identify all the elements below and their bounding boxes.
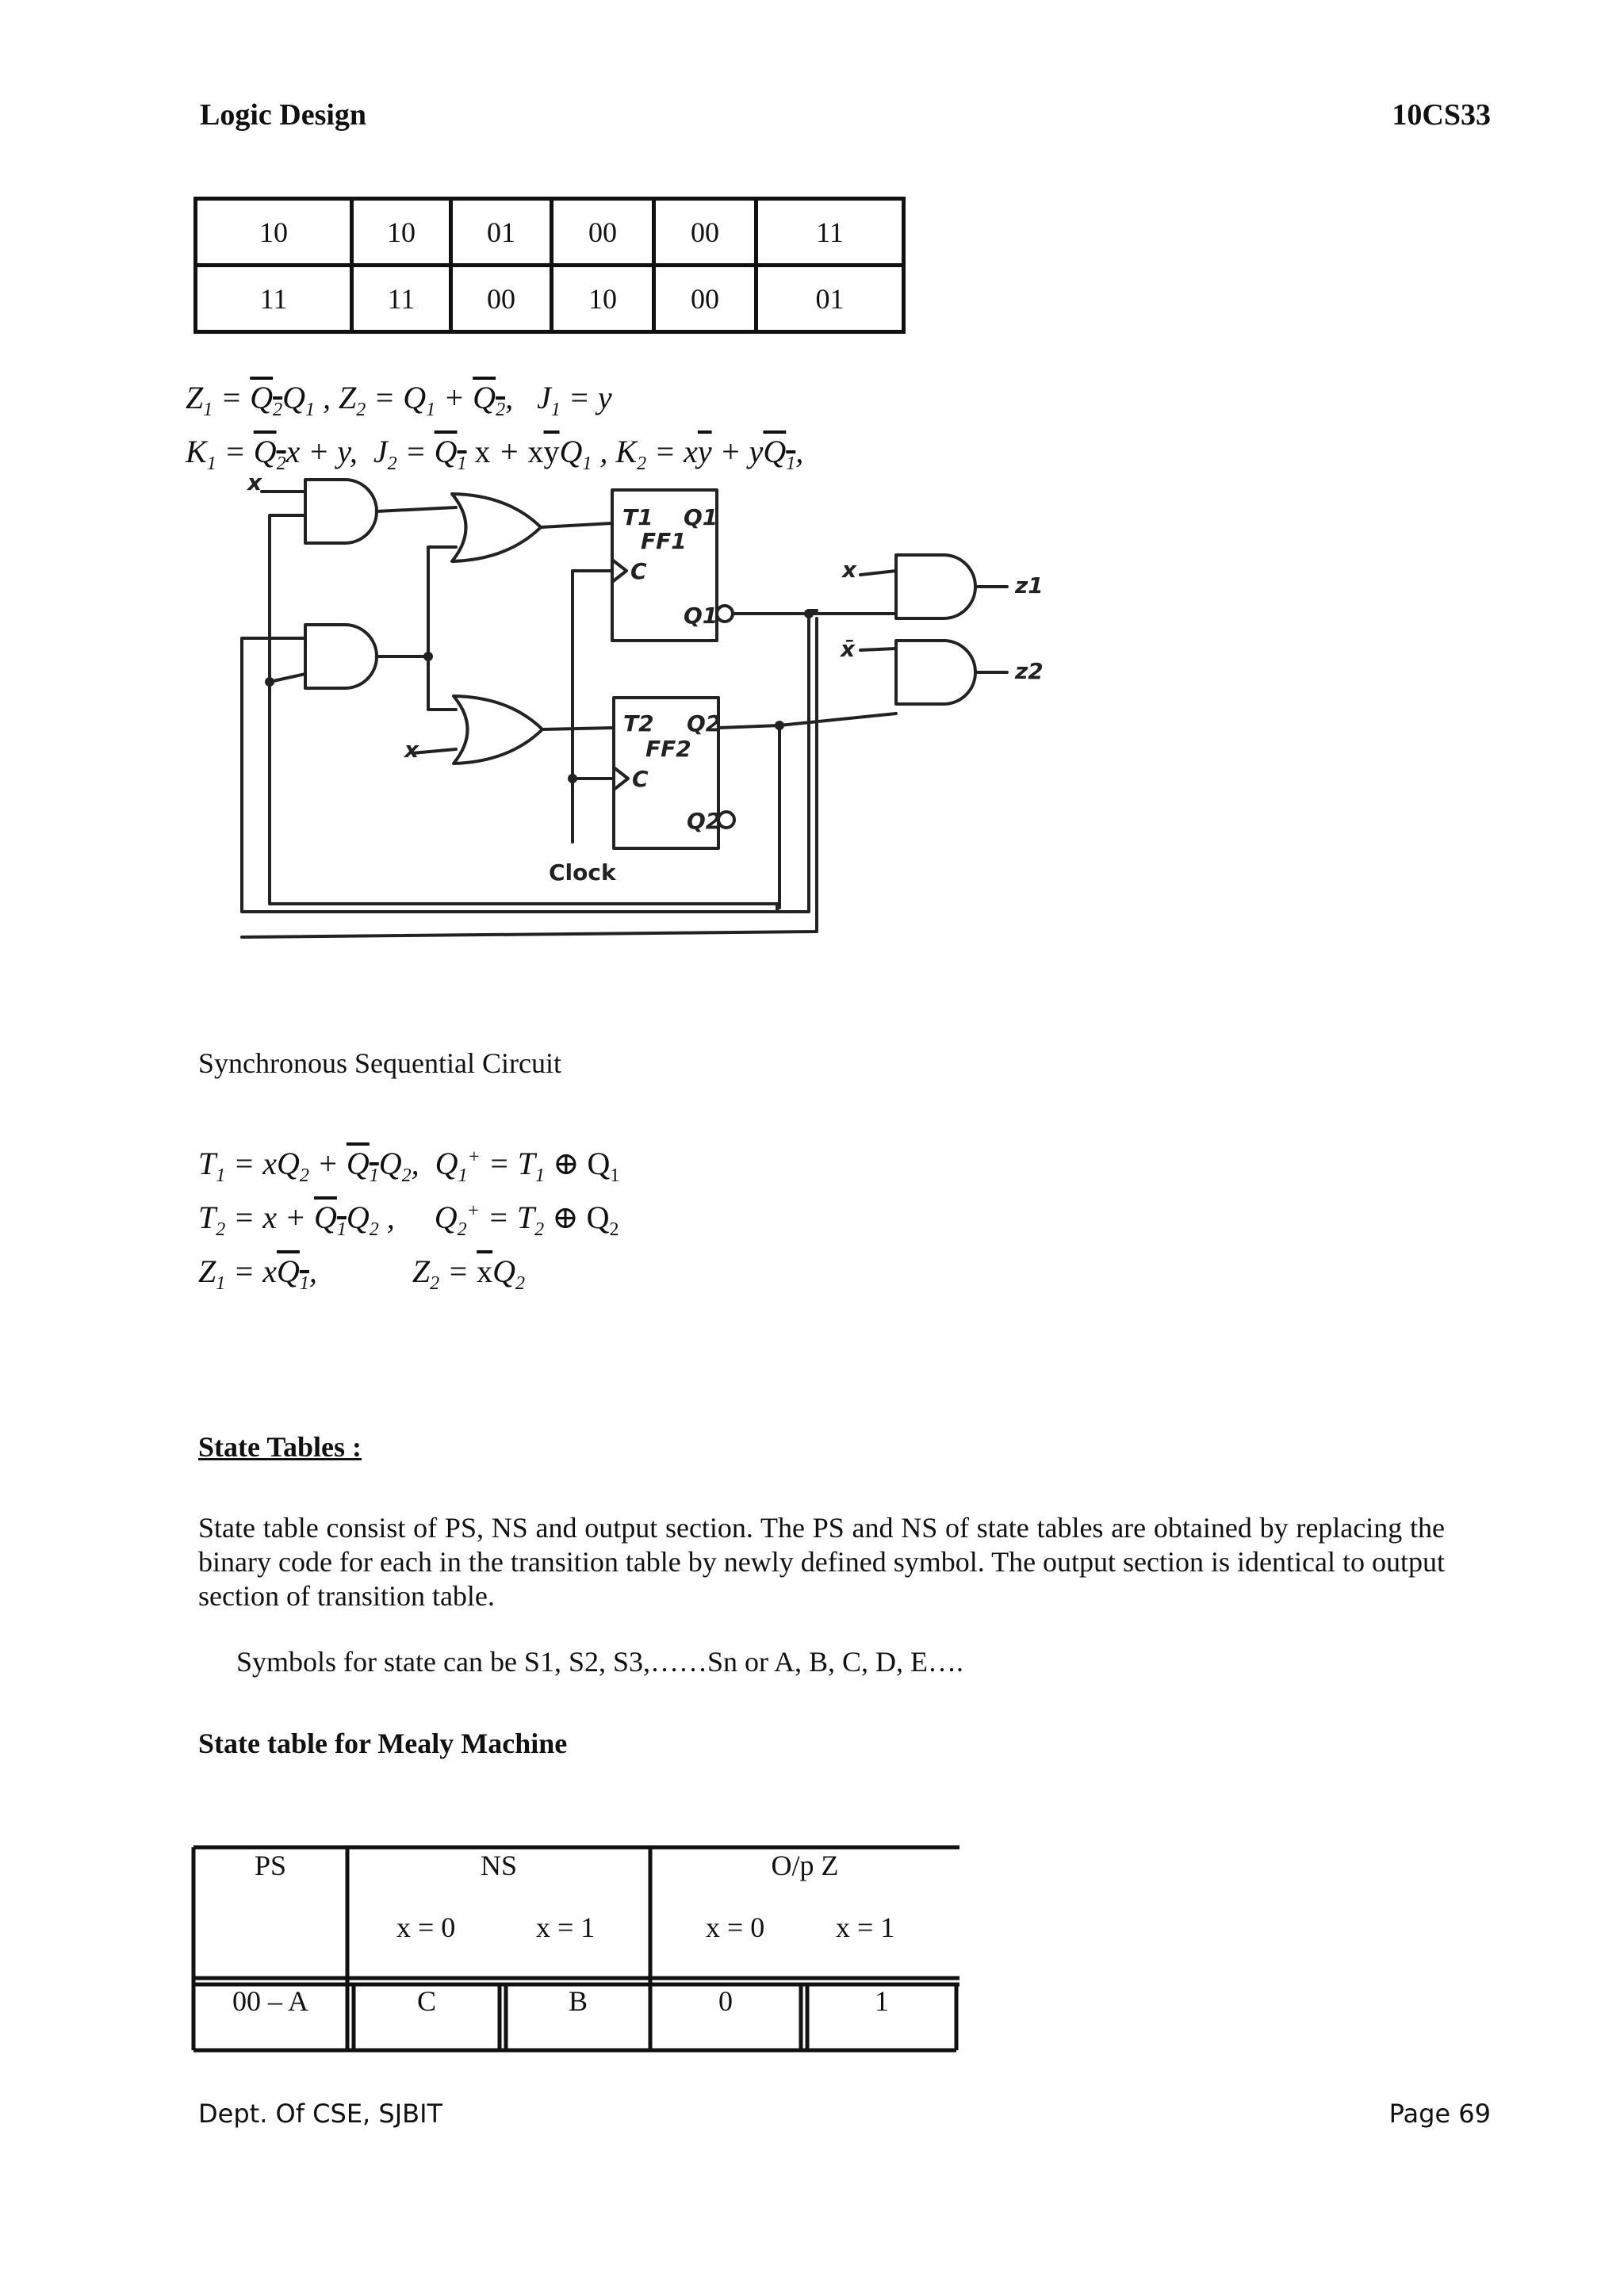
paragraph: State table consist of PS, NS and output section. The PS and NS of state tables are obtained by replacing the binary code for each in the transition table by newly defined symbol. The output section is identical to output section of transition table. (198, 1512, 1445, 1612)
table-cell: 10 (552, 266, 654, 332)
table-cell: 10 (196, 199, 352, 266)
mealy-header-ps: PS (254, 1850, 287, 1881)
equation-t2: $T_2 = x + Q_1Q_2$ , $Q_2^+ = T_2$ ⊕ $Q_2$ (198, 1200, 619, 1240)
label-x: x (404, 737, 419, 763)
mealy-header-op: O/p Z (771, 1850, 839, 1881)
table-cell: 01 (451, 199, 552, 266)
label-q1-bar: Q1 (684, 603, 718, 629)
mealy-subheader: x = 0 (706, 1911, 765, 1943)
equation-line-1: $Z_1 = Q_2Q_1$ , $Z_2 = Q_1 + Q_2$, $J_1 = y$ (186, 380, 612, 420)
equation-t1: $T_1 = xQ_2 + Q_1Q_2$, $Q_1^+ = T_1$ ⊕ $Q_1$ (198, 1146, 620, 1186)
mealy-cell: 1 (875, 1985, 889, 2017)
label-clock-input: C (632, 766, 649, 792)
table-cell: 10 (352, 199, 451, 266)
label-clock-input: C (630, 558, 647, 584)
table-cell: 01 (756, 266, 904, 332)
label-x: x (247, 469, 262, 496)
table-cell: 00 (654, 266, 756, 332)
equation-line-2: $K_1 = Q_2x + y$, $J_2 = Q_1$ $x + x\overline{y}Q_1$ , $K_2 = x\overline{y} + yQ_1$, (186, 434, 804, 474)
label-ff2: FF2 (645, 736, 691, 762)
table-cell: 11 (352, 266, 451, 332)
symbols-line: Symbols for state can be S1, S2, S3,……Sn or A, B, C, D, E…. (236, 1646, 964, 1678)
mealy-subheader: x = 1 (836, 1911, 895, 1943)
section-title: State Tables : (198, 1431, 362, 1463)
subsection-title: State table for Mealy Machine (198, 1728, 568, 1759)
table-cell: 11 (756, 199, 904, 266)
label-q2-bar: Q2 (687, 808, 722, 834)
mealy-subheader: x = 1 (536, 1911, 596, 1943)
label-z2: z2 (1015, 658, 1044, 684)
doc-title: Logic Design (200, 98, 367, 132)
label-q1: Q1 (684, 504, 718, 530)
label-q2: Q2 (687, 710, 722, 737)
table-cell: 00 (654, 199, 756, 266)
label-t2: T2 (623, 710, 654, 737)
label-t1: T1 (622, 504, 653, 530)
footer-page-number: Page 69 (1388, 2099, 1491, 2129)
mealy-cell: 00 – A (232, 1985, 308, 2017)
mealy-subheader: x = 0 (396, 1911, 456, 1943)
course-code: 10CS33 (1392, 98, 1491, 132)
mealy-header-ns: NS (480, 1850, 518, 1881)
mealy-cell: C (416, 1985, 436, 2017)
equation-z: $Z_1 = xQ_1$, $Z_2 = \overline{x}Q_2$ (198, 1253, 526, 1294)
label-x-bar: x̄ (841, 636, 856, 662)
label-z1: z1 (1015, 572, 1044, 599)
mealy-cell: B (568, 1985, 588, 2017)
table-cell: 00 (552, 199, 654, 266)
table-cell: 11 (196, 266, 352, 332)
mealy-cell: 0 (718, 1985, 733, 2017)
label-clock: Clock (549, 859, 616, 886)
table-cell: 00 (451, 266, 552, 332)
label-ff1: FF1 (641, 528, 687, 554)
footer-dept: Dept. Of CSE, SJBIT (198, 2099, 443, 2129)
figure-caption: Synchronous Sequential Circuit (198, 1047, 561, 1079)
label-x: x (842, 557, 857, 583)
